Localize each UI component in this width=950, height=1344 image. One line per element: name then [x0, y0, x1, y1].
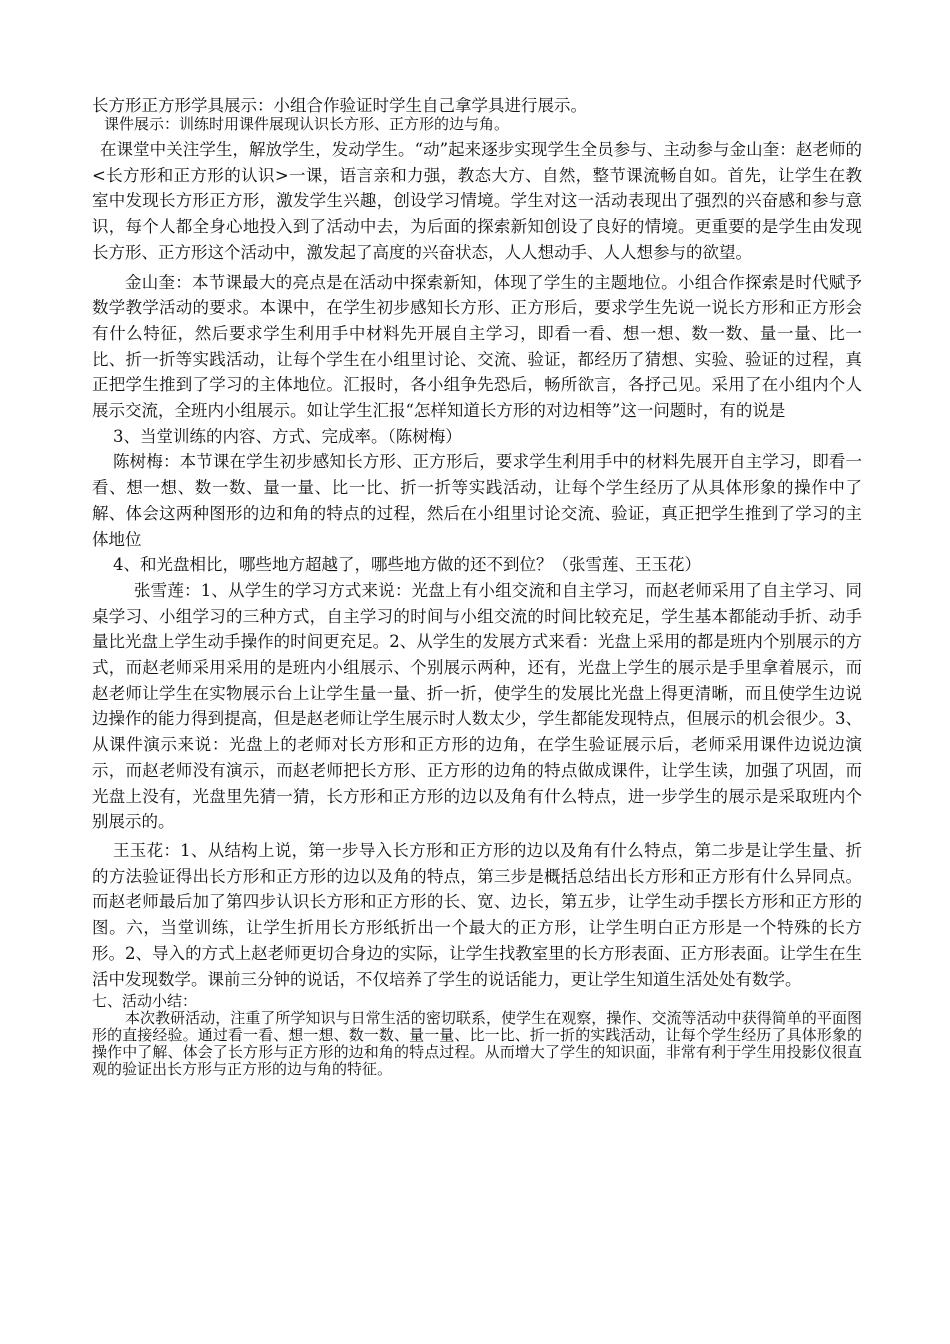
paragraph-activity-summary: 本次教研活动，注重了所学知识与日常生活的密切联系，使学生在观察，操作、交流等活动中获得简单的平面图形的直接经验。通过看一看、想一想、数一数、量一量、比一比、折一折的实践活动，让每个学生经历了具体形象的操作中了解、体会了长方形与正方形的边和角的特点过程。从而增大了学生的知识面，非常有利于学生用投影仪很直观的验证出长方形与正方形的边与角的特征。 [92, 1009, 862, 1079]
paragraph-tool-display: 长方形正方形学具展示：小组合作验证时学生自己拿学具进行展示。 [92, 96, 587, 115]
paragraph-jin-shankui-review: 金山奎：本节课最大的亮点是在活动中探索新知，体现了学生的主题地位。小组合作探索是时代赋予数学教学活动的要求。本课中，在学生初步感知长方形、正方形后，要求学生先说一说长方形和正方形会有什么特征，然后要求学生利用手中材料先开展自主学习，即看一看、想一想、数一数、量一量、比一比、折一折等实践活动，让每个学生在小组里讨论、交流、验证，都经历了猜想、实验、验证的过程，真正把学生推到了学习的主体地位。汇报时，各小组争先恐后，畅所欲言，各抒己见。采用了在小组内个人展示交流，全班内小组展示。如让学生汇报“怎样知道长方形的对边相等”这一问题时，有的说是 [92, 272, 862, 421]
paragraph-classroom-engagement: 在课堂中关注学生，解放学生，发动学生。“动”起来逐步实现学生全员参与、主动参与金山奎：赵老师的<长方形和正方形的认识>一课，语言亲和力强，教态大方、自然，整节课流畅自如。首先，让学生在教室中发现长方形正方形，激发学生兴趣，创设学习情境。学生对这一活动表现出了强烈的兴奋感和参与意识，每个人都全身心地投入到了活动中去，为后面的探索新知创设了良好的情境。更重要的是学生由发现长方形、正方形这个活动中，激发起了高度的兴奋状态，人人想动手、人人想参与的欲望。 [92, 140, 862, 262]
heading-training-content: 3、当堂训练的内容、方式、完成率。（陈树梅） [113, 426, 462, 446]
paragraph-chen-shumei-review: 陈树梅：本节课在学生初步感知长方形、正方形后，要求学生利用手中的材料先展开自主学习，即看一看、想一想、数一数、量一量、比一比、折一折等实践活动，让每个学生经历了从具体形象的操作中了解、体会这两种图形的边和角的特点的过程，然后在小组里讨论交流、验证，真正把学生推到了学习的主体地位 [92, 452, 862, 549]
paragraph-courseware-display: 课件展示：训练时用课件展现认识长方形、正方形的边与角。 [104, 115, 510, 133]
document-page [92, 96, 862, 1078]
heading-activity-summary: 七、活动小结： [92, 992, 198, 1011]
paragraph-zhang-xuelian-review: 张雪莲：1、从学生的学习方式来说：光盘上有小组交流和自主学习，而赵老师采用了自主学习、同桌学习、小组学习的三种方式，自主学习的时间与小组交流的时间比较充足，学生基本都能动手折、动手量比光盘上学生动手操作的时间更充足。2、从学生的发展方式来看：光盘上采用的都是班内个别展示的方式，而赵老师采用采用的是班内小组展示、个别展示两种，还有，光盘上学生的展示是手里拿着展示，而赵老师让学生在实物展示台上让学生量一量、折一折，使学生的发展比光盘上得更清晰，而且使学生边说边操作的能力得到提高，但是赵老师让学生展示时人数太少，学生都能发现特点，但展示的机会很少。3、从课件演示来说：光盘上的老师对长方形和正方形的边角，在学生验证展示后，老师采用课件边说边演示，而赵老师没有演示，而赵老师把长方形、正方形的边角的特点做成课件，让学生读，加强了巩固，而光盘上没有，光盘里先猜一猜，长方形和正方形的边以及角有什么特点，进一步学生的展示是采取班内个别展示的。 [92, 580, 862, 832]
paragraph-wang-yuhua-review: 王玉花：1、从结构上说，第一步导入长方形和正方形的边以及角有什么特点，第二步是让学生量、折的方法验证得出长方形和正方形的边以及角的特点，第三步是概括总结出长方形和正方形有什么异同点。而赵老师最后加了第四步认识长方形和正方形的长、宽、边长，第五步，让学生动手摆长方形和正方形的图。六，当堂训练，让学生折用长方形纸折出一个最大的正方形，让学生明白正方形是一个特殊的长方形。2、导入的方式上赵老师更切合身边的实际，让学生找教室里的长方形表面、正方形表面。让学生在生活中发现数学。课前三分钟的说话，不仅培养了学生的说话能力，更让学生知道生活处处有数学。 [92, 840, 862, 989]
heading-comparison-with-disc: 4、和光盘相比，哪些地方超越了，哪些地方做的还不到位？（张雪莲、王玉花） [113, 555, 701, 575]
